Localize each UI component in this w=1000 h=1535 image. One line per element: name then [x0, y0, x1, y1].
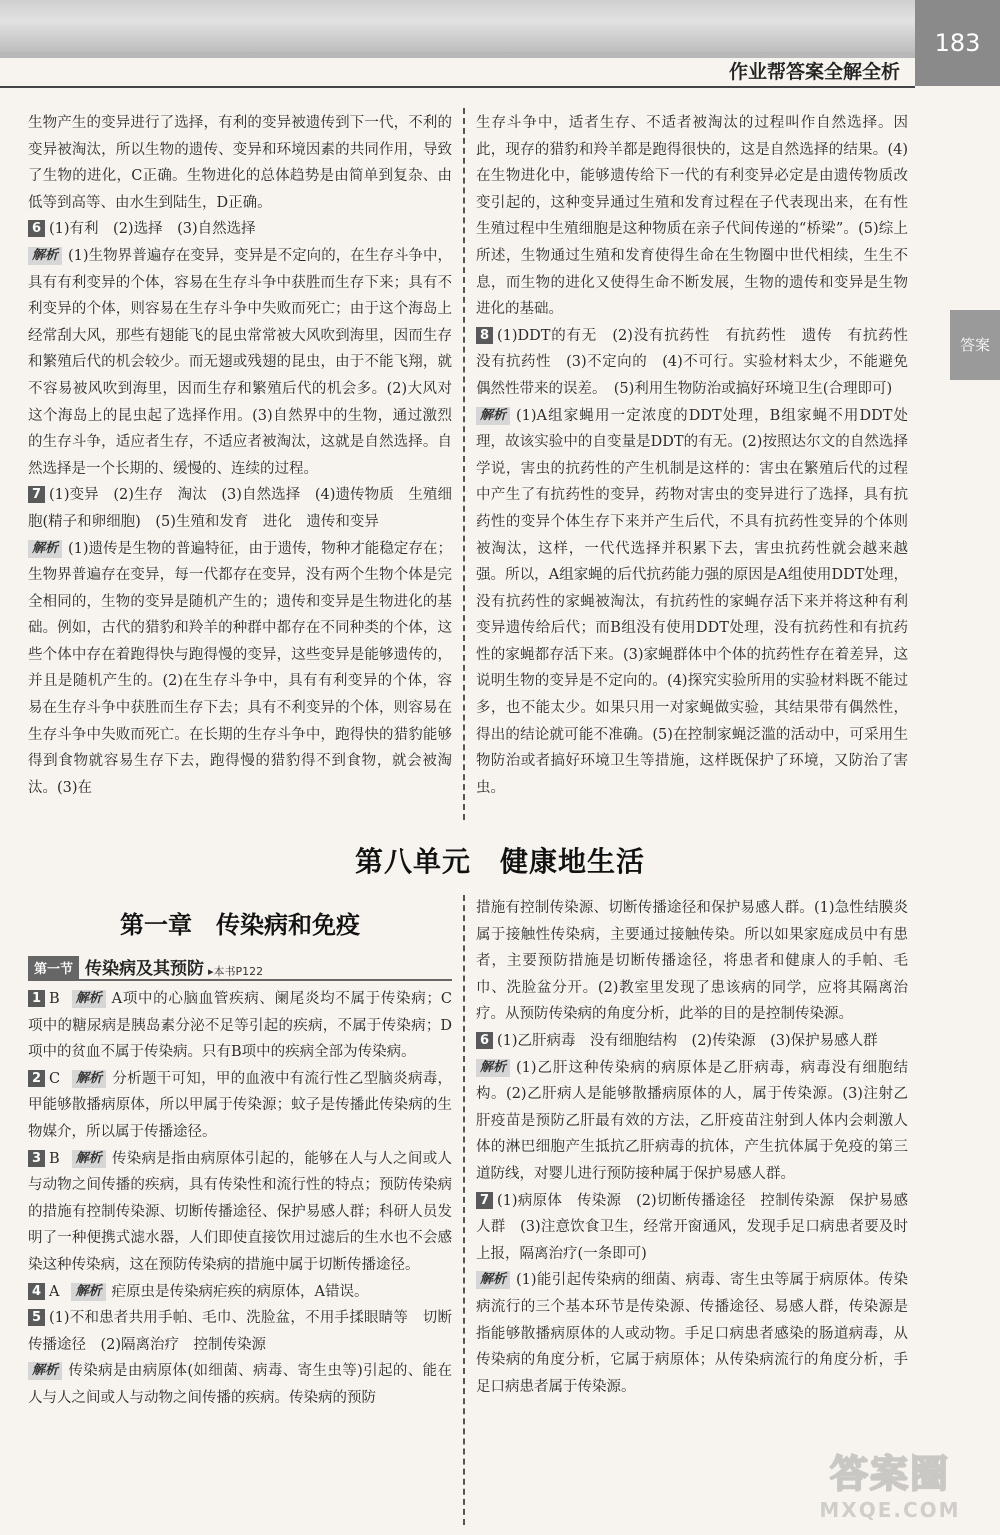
unit-title: 第八单元 健康地生活	[354, 845, 645, 878]
question-number: 7	[476, 1192, 493, 1209]
answer-text: 生存斗争中，适者生存、不适者被淘汰的过程叫作自然选择。因此，现存的猎豹和羚羊都是跑得很快的，这是自然选择的结果。(4)在生物进化中，能够遗传给下一代的有利变异必定是由遗传物质改变引起的，这种变异通过生殖和发育过程在子代表现出来，在有性生殖过程中生殖细胞是这种物质在亲子代间传递的“桥梁”。(5)综上所述，生物通过生殖和发育使得生命在生物圈中世代相续，生生不息，而生物的进化又使得生命不断发展，生物的遗传和变异是生物进化的基础。	[476, 115, 908, 318]
answer-paragraph	[28, 536, 452, 802]
analysis-tag: 解析	[28, 1362, 62, 1380]
answer-text: A项中的心脑血管疾病、阑尾炎均不属于传染病；C项中的糖尿病是胰岛素分泌不足等引起的疾病，不属于传染病；D项中的贫血不属于传染病。只有B项中的疾病全部为传染病。	[28, 991, 452, 1061]
answer-text: (1)不和患者共用手帕、毛巾、洗脸盆，不用手揉眼睛等 切断传播途径 (2)隔离治疗 控制传染源	[28, 1310, 452, 1353]
answer-text: 传染病是指由病原体引起的，能够在人与人之间或人与动物之间传播的疾病，具有传染性和流行性的特点；预防传染病的措施有控制传染源、切断传播途径、保护易感人群；科研人员发明了一种便携式滤水器，人们即使直接饮用过滤后的生水也不会感染这种传染病，这在预防传染病的措施中属于切断传播途径。	[28, 1150, 452, 1273]
question-number: 8	[476, 327, 493, 344]
analysis-tag: 解析	[476, 1059, 510, 1077]
answer-paragraph	[476, 403, 908, 802]
section-header	[28, 955, 452, 981]
section-page-ref: ▸本书P122	[208, 965, 264, 978]
column-divider-bottom	[463, 895, 465, 1525]
side-tab-answer: 答案	[950, 310, 1000, 380]
question-number: 2	[28, 1070, 45, 1087]
answer-paragraph	[28, 1305, 452, 1358]
header-rule	[0, 86, 915, 88]
question-number: 7	[28, 486, 45, 503]
answer-text: (1)遗传是生物的普遍特征，由于遗传，物种才能稳定存在；生物界普遍存在变异，每一代都存在变异，没有两个生物个体是完全相同的，生物的变异是随机产生的；遗传和变异是生物进化的基础。例如，古代的猎豹和羚羊的种群中都存在不同种类的个体，这些个体中存在着跑得快与跑得慢的变异，这些变异是能够遗传的，并且是随机产生的。(2)在生存斗争中，具有有利变异的个体，容易在生存斗争中获胜而生存下去；具有不利变异的个体，则容易在生存斗争中失败而死亡。在长期的生存斗争中，跑得快的猎豹能够得到食物就容易生存下去，跑得慢的猎豹得不到食物，就会被淘汰。(3)在	[28, 540, 452, 796]
answer-paragraph	[28, 110, 452, 216]
answer-text: 措施有控制传染源、切断传播途径和保护易感人群。(1)急性结膜炎属于接触性传染病，主要通过接触传染。所以如果家庭成员中有患者，主要预防措施是切断传播途径，将患者和健康人的手帕、毛巾、洗脸盆分开。(2)教室里发现了患该病的同学，应将其隔离治疗。从预防传染病的角度分析，此举的目的是控制传染源。	[476, 900, 908, 1023]
question-number: 3	[28, 1150, 45, 1167]
answer-choice: C	[49, 1070, 61, 1087]
answer-paragraph	[28, 986, 452, 1066]
left-column-top	[28, 110, 452, 801]
left-column-bottom	[28, 986, 452, 1412]
right-column-bottom	[476, 895, 908, 1400]
answer-text: 生物产生的变异进行了选择，有利的变异被遗传到下一代，不利的变异被淘汰，所以生物的遗传、变异和环境因素的共同作用，导致了生物的进化，C正确。生物进化的总体趋势是由简单到复杂、由低等到高等、由水生到陆生，D正确。	[28, 115, 452, 211]
analysis-tag: 解析	[72, 1150, 106, 1168]
analysis-tag: 解析	[71, 1283, 105, 1301]
answer-text: (1)A组家蝇用一定浓度的DDT处理，B组家蝇不用DDT处理，故该实验中的自变量是DDT的有无。(2)按照达尔文的自然选择学说，害虫的抗药性的产生机制是这样的：害虫在繁殖后代的过程中产生了有抗药性的变异，药物对害虫的变异进行了选择，具有抗药性的变异个体生存下来并产生后代，不具有抗药性变异的个体则被淘汰，这样，一代代选择并积累下去，害虫抗药性就会越来越强。所以，A组家蝇的后代抗药能力强的原因是A组使用DDT处理，没有抗药性的家蝇被淘汰，有抗药性的家蝇存活下来并将这种有利变异遗传给后代；而B组没有使用DDT处理，没有抗药性和有抗药性的家蝇都存活下来。(3)家蝇群体中个体的抗药性存在着差异，这说明生物的变异是不定向的。(4)探究实验所用的实验材料既不能过多，也不能太少。如果只用一对家蝇做实验，其结果带有偶然性，得出的结论就可能不准确。(5)在控制家蝇泛滥的活动中，可采用生物防治或者搞好环境卫生等措施，这样既保护了环境，又防治了害虫。	[476, 407, 908, 796]
answer-paragraph	[476, 1055, 908, 1188]
answer-paragraph	[476, 1188, 908, 1268]
section-name: 传染病及其预防	[85, 959, 205, 979]
analysis-tag: 解析	[476, 407, 510, 425]
analysis-tag: 解析	[28, 247, 62, 265]
column-divider-top	[463, 108, 465, 820]
right-column-top	[476, 110, 923, 801]
answer-text: (1)DDT的有无 (2)没有抗药性 有抗药性 遗传 有抗药性 没有抗药性 (3)不定向的 (4)不可行。实验材料太少，不能避免偶然性带来的误差。 (5)利用生物防治或搞好环境卫生(合理即可)	[476, 327, 923, 397]
answer-choice: A	[49, 1283, 60, 1300]
header-title: 作业帮答案全解全析	[728, 61, 900, 83]
answer-text: (1)生物界普遍存在变异，变异是不定向的，在生存斗争中，具有有利变异的个体，容易在生存斗争中获胜而生存下来；具有不利变异的个体，则容易在生存斗争中失败而死亡；由于这个海岛上经常刮大风，那些有翅能飞的昆虫常常被大风吹到海里，因而生存和繁殖后代的机会较少。而无翅或残翅的昆虫，由于不能飞翔，就不容易被风吹到海里，因而生存和繁殖后代的机会多。(2)大风对这个海岛上的昆虫起了选择作用。(3)自然界中的生物，通过激烈的生存斗争，适应者生存，不适应者被淘汰，这就是自然选择。自然选择是一个长期的、缓慢的、连续的过程。	[28, 247, 452, 477]
answer-paragraph	[476, 1267, 908, 1400]
analysis-tag: 解析	[28, 540, 62, 558]
answer-paragraph	[476, 323, 923, 403]
analysis-tag: 解析	[72, 990, 106, 1008]
answer-text: (1)病原体 传染源 (2)切断传播途径 控制传染源 保护易感人群 (3)注意饮食卫生，经常开窗通风，发现手足口病患者要及时上报，隔离治疗(一条即可)	[476, 1192, 908, 1262]
page-number: 183	[915, 0, 1000, 86]
analysis-tag: 解析	[476, 1271, 510, 1289]
answer-text: 分析题干可知，甲的血液中有流行性乙型脑炎病毒，甲能够散播病原体，所以甲属于传染源；蚊子是传播此传染病的生物媒介，所以属于传播途径。	[28, 1070, 452, 1140]
answer-choice: B	[49, 1150, 60, 1167]
answer-paragraph	[28, 1279, 452, 1306]
answer-text: (1)有利 (2)选择 (3)自然选择	[49, 221, 256, 238]
answer-text: 传染病是由病原体(如细菌、病毒、寄生虫等)引起的、能在人与人之间或人与动物之间传播的疾病。传染病的预防	[28, 1363, 452, 1406]
answer-text: 疟原虫是传染病疟疾的病原体，A错误。	[111, 1283, 369, 1300]
answer-text: (1)乙肝病毒 没有细胞结构 (2)传染源 (3)保护易感人群	[497, 1032, 878, 1049]
answer-paragraph	[28, 216, 452, 243]
answer-text: (1)变异 (2)生存 淘汰 (3)自然选择 (4)遗传物质 生殖细胞(精子和卵细胞) (5)生殖和发育 进化 遗传和变异	[28, 487, 452, 530]
chapter-title: 第一章 传染病和免疫	[120, 911, 360, 939]
answer-paragraph	[28, 1146, 452, 1279]
answer-paragraph	[476, 1028, 908, 1055]
answer-paragraph	[28, 482, 452, 535]
answer-paragraph	[28, 243, 452, 482]
question-number: 1	[28, 990, 45, 1007]
answer-text: (1)乙肝这种传染病的病原体是乙肝病毒，病毒没有细胞结构。(2)乙肝病人是能够散播病原体的人，属于传染源。(3)注射乙肝疫苗是预防乙肝最有效的方法，乙肝疫苗注射到人体内会刺激人体的淋巴细胞产生抵抗乙肝病毒的抗体，产生抗体属于免疫的第三道防线，对婴儿进行预防接种属于保护易感人群。	[476, 1059, 908, 1182]
question-number: 6	[28, 220, 45, 237]
answer-paragraph	[476, 110, 908, 323]
question-number: 5	[28, 1309, 45, 1326]
watermark-logo: 答案圈	[829, 1451, 950, 1496]
analysis-tag: 解析	[72, 1070, 106, 1088]
answer-paragraph	[28, 1358, 452, 1411]
question-number: 6	[476, 1032, 493, 1049]
question-number: 4	[28, 1283, 45, 1300]
answer-paragraph	[28, 1066, 452, 1146]
answer-text: (1)能引起传染病的细菌、病毒、寄生虫等属于病原体。传染病流行的三个基本环节是传染源、传播途径、易感人群，传染源是指能够散播病原体的人或动物。手足口病患者感染的肠道病毒，从传染病的角度分析，它属于病原体；从传染病流行的角度分析，手足口病患者属于传染源。	[476, 1272, 908, 1395]
header-band	[0, 0, 915, 52]
section-badge: 第一节	[28, 956, 79, 979]
watermark-url: MXQE.COM	[819, 1497, 961, 1522]
answer-paragraph	[476, 895, 908, 1028]
watermark	[800, 1447, 980, 1522]
answer-choice: B	[49, 991, 60, 1007]
